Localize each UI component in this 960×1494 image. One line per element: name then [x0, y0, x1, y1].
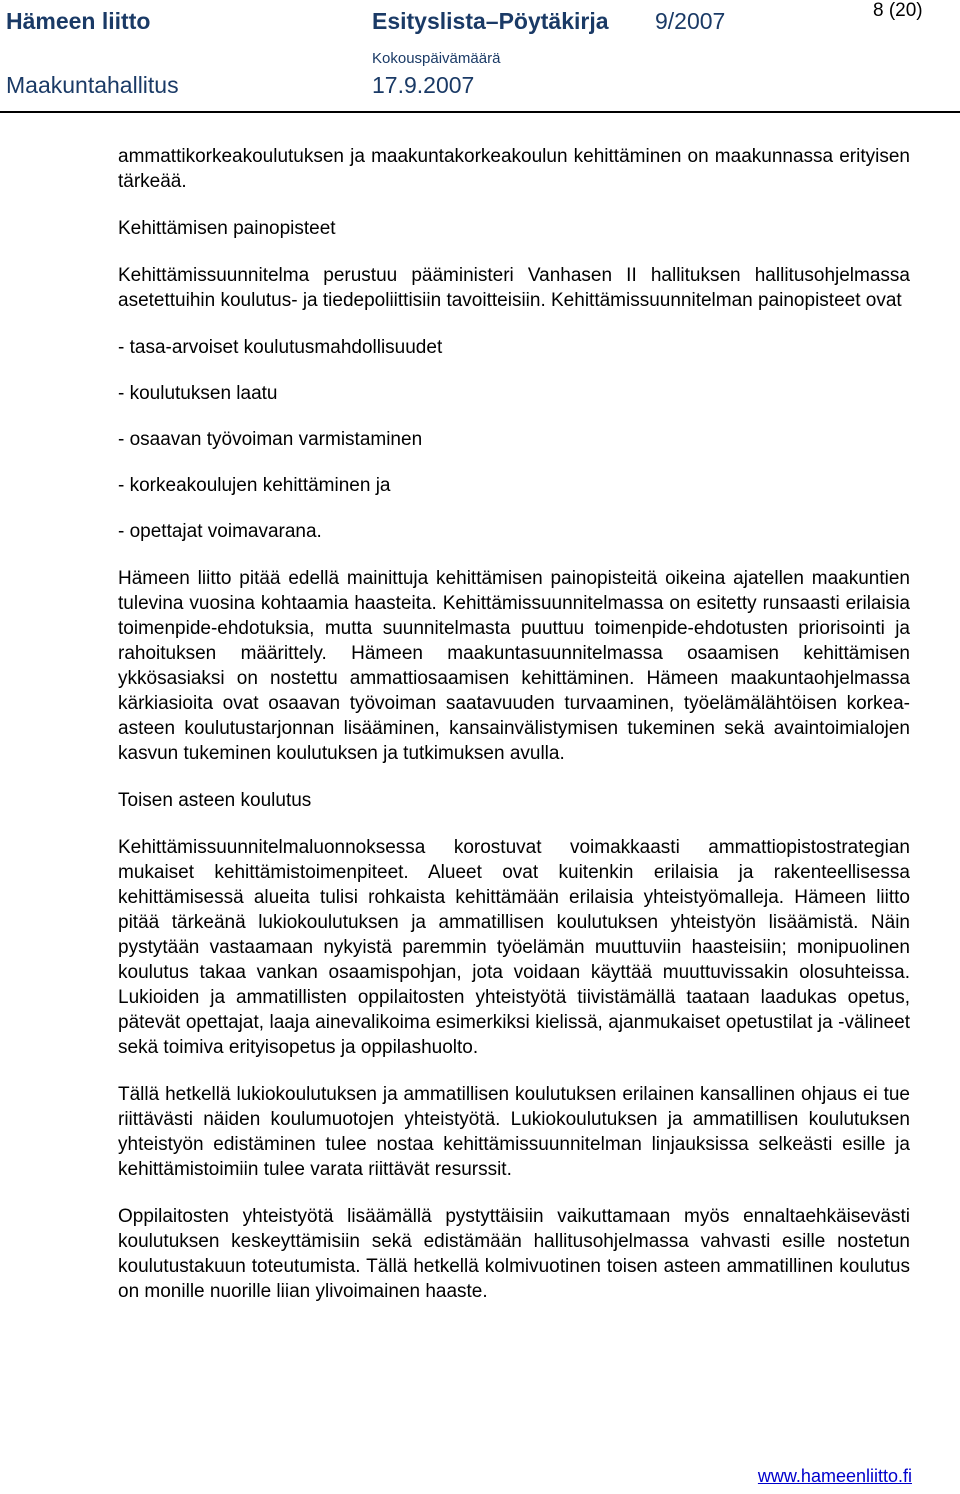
list-item: - osaavan työvoiman varmistaminen	[118, 429, 423, 450]
page-number: 8 (20)	[873, 0, 923, 21]
paragraph-national-steering: Tällä hetkellä lukiokoulutuksen ja ammatillisen koulutuksen erilainen kansallinen ohjaus ei tue riittävästi näiden koulumuotojen yhteistyötä. Lukiokoulutuksen ja ammatillisen koulutuksen yhteistyön edistäminen tulee nostaa kehittämissuunnitelman linjauksissa selkeästi esille ja kehittämistoimiin tulee varata riittävät resurssit.	[118, 1084, 910, 1180]
paragraph-plan-basis: Kehittämissuunnitelma perustuu pääministeri Vanhasen II hallituksen hallitusohjelmassa asetettuihin koulutus- ja tiedepoliittisiin tavoitteisiin. Kehittämissuunnitelman painopisteet ovat	[118, 265, 910, 311]
list-item: - tasa-arvoiset koulutusmahdollisuudet	[118, 337, 443, 358]
section-heading-priorities: Kehittämisen painopisteet	[118, 218, 336, 239]
organization-name: Hämeen liitto	[6, 8, 151, 34]
website-link[interactable]: www.hameenliitto.fi	[757, 1466, 912, 1486]
paragraph-assessment: Hämeen liitto pitää edellä mainittuja kehittämisen painopisteitä oikeina ajatellen maakuntien tulevina vuosina kohtaamia haasteita. Kehittämissuunnitelmassa on esitetty runsaasti erilaisia toimenpide-ehdotuksia, mutta suunnitelmasta puuttuu toimenpide-ehdotusten priorisointi ja rahoituksen määrittely. Hämeen maakuntasuunnitelmassa osaamisen kehittämisen ykkösasiaksi on nostettu ammattiosaamisen kehittäminen. Hämeen maakuntaohjelmassa kärkiasioita ovat osaavan työvoiman saatavuuden turvaaminen, työelämälähtöisen korkea-asteen koulutustarjonnan lisääminen, kansainvälistymisen tukeminen sekä avaintoimialojen kasvun tukeminen koulutuksen ja tutkimuksen avulla.	[118, 568, 910, 764]
document-type: Esityslista–Pöytäkirja	[372, 8, 609, 34]
document-number: 9/2007	[655, 8, 726, 34]
section-heading-secondary-education: Toisen asteen koulutus	[118, 790, 312, 811]
meeting-date-label: Kokouspäivämäärä	[372, 50, 501, 67]
paragraph-cooperation: Oppilaitosten yhteistyötä lisäämällä pystyttäisiin vaikuttamaan myös ennaltaehkäisevästi koulutuksen keskeyttämisiin sekä edistämään hallitusohjelmassa vahvasti esille nostetun koulutustakuun toteutumista. Tällä hetkellä kolmivuotinen toisen asteen ammatillinen koulutus on monille nuorille liian ylivoimainen haaste.	[118, 1206, 910, 1302]
paragraph-intro: ammattikorkeakoulutuksen ja maakuntakorkeakoulun kehittäminen on maakunnassa erityisen tärkeää.	[118, 146, 910, 192]
list-item: - opettajat voimavarana.	[118, 521, 322, 542]
meeting-date: 17.9.2007	[372, 72, 475, 98]
list-item: - korkeakoulujen kehittäminen ja	[118, 475, 391, 496]
paragraph-secondary-development: Kehittämissuunnitelmaluonnoksessa korostuvat voimakkaasti ammattiopistostrategian mukaiset kehittämistoimenpiteet. Alueet ovat kuitenkin erilaisia ja rakenteellisessa kehittämisessä alueita tulisi rohkaista kehittämään erilaisia yhteistyömalleja. Hämeen liitto pitää tärkeänä lukiokoulutuksen ja ammatillisen koulutuksen yhteistyön lisäämistä. Näin pystytään vastaamaan nykyistä paremmin työelämän muuttuviin haasteisiin; monipuolinen koulutus takaa vankan osaamispohjan, jota voidaan käyttää muuttuvissakin olosuhteissa. Lukioiden ja ammatillisten oppilaitosten yhteistyötä tiivistämällä taataan laadukas opetus, pätevät opettajat, laaja ainevalikoima esimerkiksi kielissä, ajanmukaiset opetustilat ja -välineet sekä toimiva erityisopetus ja oppilashuolto.	[118, 837, 910, 1058]
header-divider	[0, 111, 960, 113]
list-item: - koulutuksen laatu	[118, 383, 278, 404]
committee-name: Maakuntahallitus	[6, 72, 179, 98]
document-body	[118, 144, 910, 1304]
